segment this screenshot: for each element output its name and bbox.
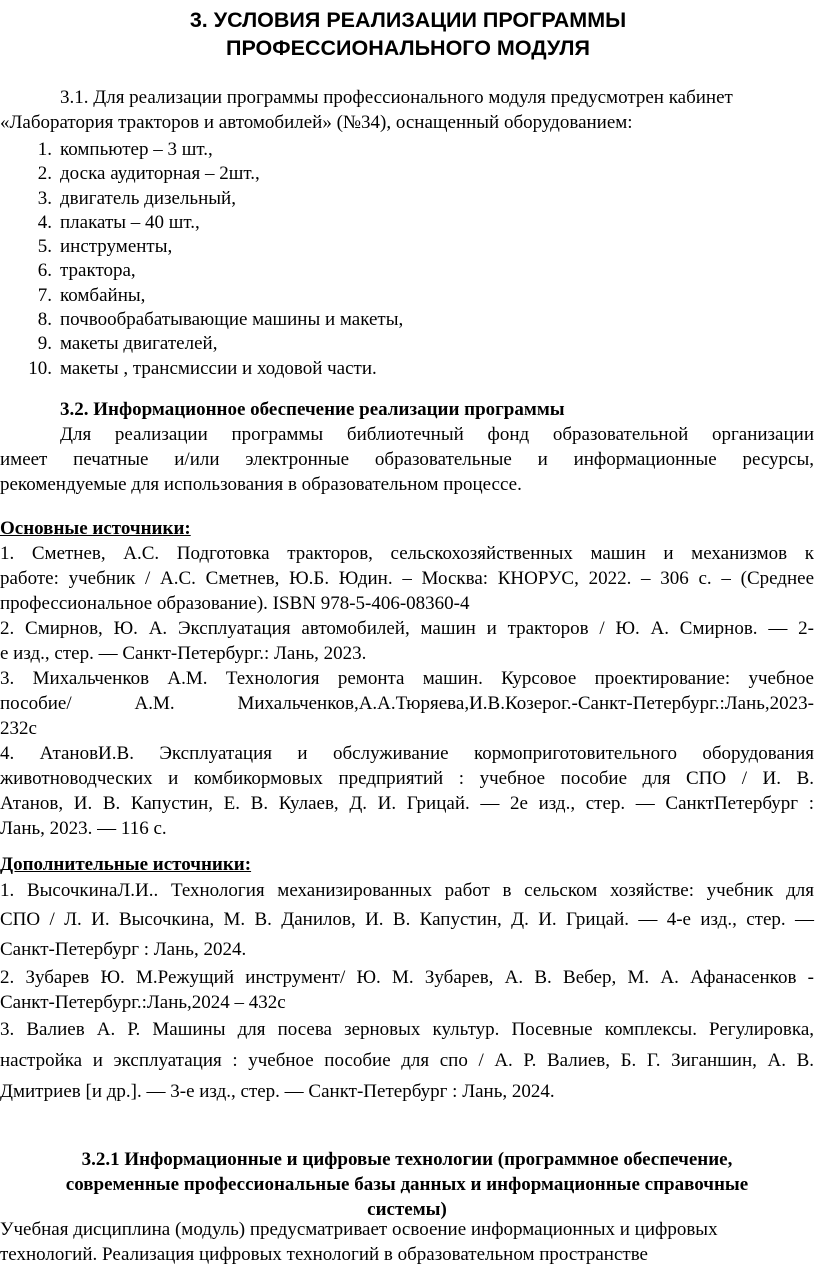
main-source-line: Лань, 2023. — 116 с. — [0, 818, 167, 839]
section-3-2-1-line-2: технологий. Реализация цифровых технологий в образовательном пространстве — [0, 1244, 648, 1265]
main-source-line: пособие/ А.М. Михальченков,А.А.Тюряева,И.В.Козерог.-Санкт-Петербург.:Лань,2023- — [0, 693, 814, 714]
main-source-line: 232с — [0, 718, 37, 739]
main-sources-title: Основные источники: — [0, 518, 191, 539]
section-3-2-1-line-1: Учебная дисциплина (модуль) предусматривает освоение информационных и цифровых — [0, 1219, 718, 1240]
list-item: 7. комбайны, — [37, 284, 146, 306]
main-source-line: работе: учебник / А.С. Сметнев, Ю.Б. Юдин. – Москва: КНОРУС, 2022. – 306 с. – (Среднее — [0, 568, 814, 589]
extra-source-line: Санкт-Петербург.:Лань,2024 – 432с — [0, 992, 286, 1013]
main-sources — [0, 516, 814, 841]
section-3-2-line-1: Для реализации программы библиотечный фонд образовательной организации — [60, 424, 814, 445]
extra-source-line: Дмитриев [и др.]. — 3-е изд., стер. — Санкт-Петербург : Лань, 2024. — [0, 1081, 555, 1102]
list-item: 6. трактора, — [37, 260, 136, 282]
main-source-line: е изд., стер. — Санкт-Петербург.: Лань, 2023. — [0, 643, 367, 664]
section-3-2-1-title — [0, 1147, 814, 1222]
list-item: 2. доска аудиторная – 2шт., — [37, 163, 260, 185]
extra-sources-title: Дополнительные источники: — [0, 854, 252, 875]
section-3-2-title: 3.2. Информационное обеспечение реализации программы — [60, 399, 565, 420]
list-item: 1. компьютер – 3 шт., — [37, 139, 213, 160]
section-3-1-line-1: 3.1. Для реализации программы профессионального модуля предусмотрен кабинет — [60, 87, 733, 108]
extra-sources — [0, 852, 814, 1107]
main-source-line: 4. АтановИ.В. Эксплуатация и обслуживание кормоприготовительного оборудования — [0, 743, 814, 764]
main-source-line: 1. Сметнев, А.С. Подготовка тракторов, сельскохозяйственных машин и механизмов к — [0, 543, 814, 564]
section-3-2-line-2: имеет печатные и/или электронные образовательные и информационные ресурсы, — [0, 449, 814, 470]
main-source-line: 3. Михальченков А.М. Технология ремонта машин. Курсовое проектирование: учебное — [0, 668, 814, 689]
section-3-2-line-3: рекомендуемые для использования в образовательном процессе. — [0, 474, 522, 495]
equipment-list — [0, 138, 700, 381]
main-source-line: Атанов, И. В. Капустин, Е. В. Кулаев, Д. И. Грицай. — 2е изд., стер. — СанктПетербург : — [0, 793, 814, 814]
extra-source-line: Санкт-Петербург : Лань, 2024. — [0, 939, 247, 960]
section-3-1-line-2: «Лаборатория тракторов и автомобилей» (№34), оснащенный оборудованием: — [0, 112, 633, 133]
main-source-line: животноводческих и комбикормовых предприятий : учебное пособие для СПО / И. В. — [0, 768, 814, 789]
extra-source-line: СПО / Л. И. Высочкина, М. В. Данилов, И. В. Капустин, Д. И. Грицай. — 4-е изд., стер. — — [0, 909, 814, 930]
page-title — [0, 6, 816, 62]
list-item: 10. макеты , трансмиссии и ходовой части. — [28, 357, 377, 379]
list-item: 5. инструменты, — [37, 236, 173, 258]
list-item: 8. почвообрабатывающие машины и макеты, — [37, 309, 404, 331]
list-item: 9. макеты двигателей, — [37, 333, 218, 355]
section-3-1-intro — [0, 85, 814, 135]
page-title-line-2: ПРОФЕССИОНАЛЬНОГО МОДУЛЯ — [226, 36, 590, 60]
extra-source-line: настройка и эксплуатация : учебное пособие для спо / А. Р. Валиев, Б. Г. Зиганшин, А. В. — [0, 1050, 814, 1071]
section-3-2-1-title-line-2: современные профессиональные базы данных и информационные справочные — [65, 1174, 749, 1195]
section-3-2-1-title-line-3: системы) — [367, 1199, 447, 1220]
section-3-2-1-body — [0, 1217, 814, 1267]
extra-source-line: 3. Валиев А. Р. Машины для посева зерновых культур. Посевные комплексы. Регулировка, — [0, 1019, 814, 1040]
list-item: 3. двигатель дизельный, — [37, 187, 236, 209]
main-source-line: 2. Смирнов, Ю. А. Эксплуатация автомобилей, машин и тракторов / Ю. А. Смирнов. — 2- — [0, 618, 814, 639]
section-3-2 — [0, 397, 814, 497]
page-title-line-1: 3. УСЛОВИЯ РЕАЛИЗАЦИИ ПРОГРАММЫ — [189, 8, 627, 32]
extra-source-line: 1. ВысочкинаЛ.И.. Технология механизированных работ в сельском хозяйстве: учебник для — [0, 880, 814, 901]
extra-source-line: 2. Зубарев Ю. М.Режущий инструмент/ Ю. М. Зубарев, А. В. Вебер, М. А. Афанасенков - — [0, 967, 814, 988]
section-3-2-1-title-line-1: 3.2.1 Информационные и цифровые технологии (программное обеспечение, — [81, 1149, 733, 1170]
main-source-line: профессиональное образование). ISBN 978-5-406-08360-4 — [0, 593, 470, 614]
list-item: 4. плакаты – 40 шт., — [37, 211, 200, 233]
